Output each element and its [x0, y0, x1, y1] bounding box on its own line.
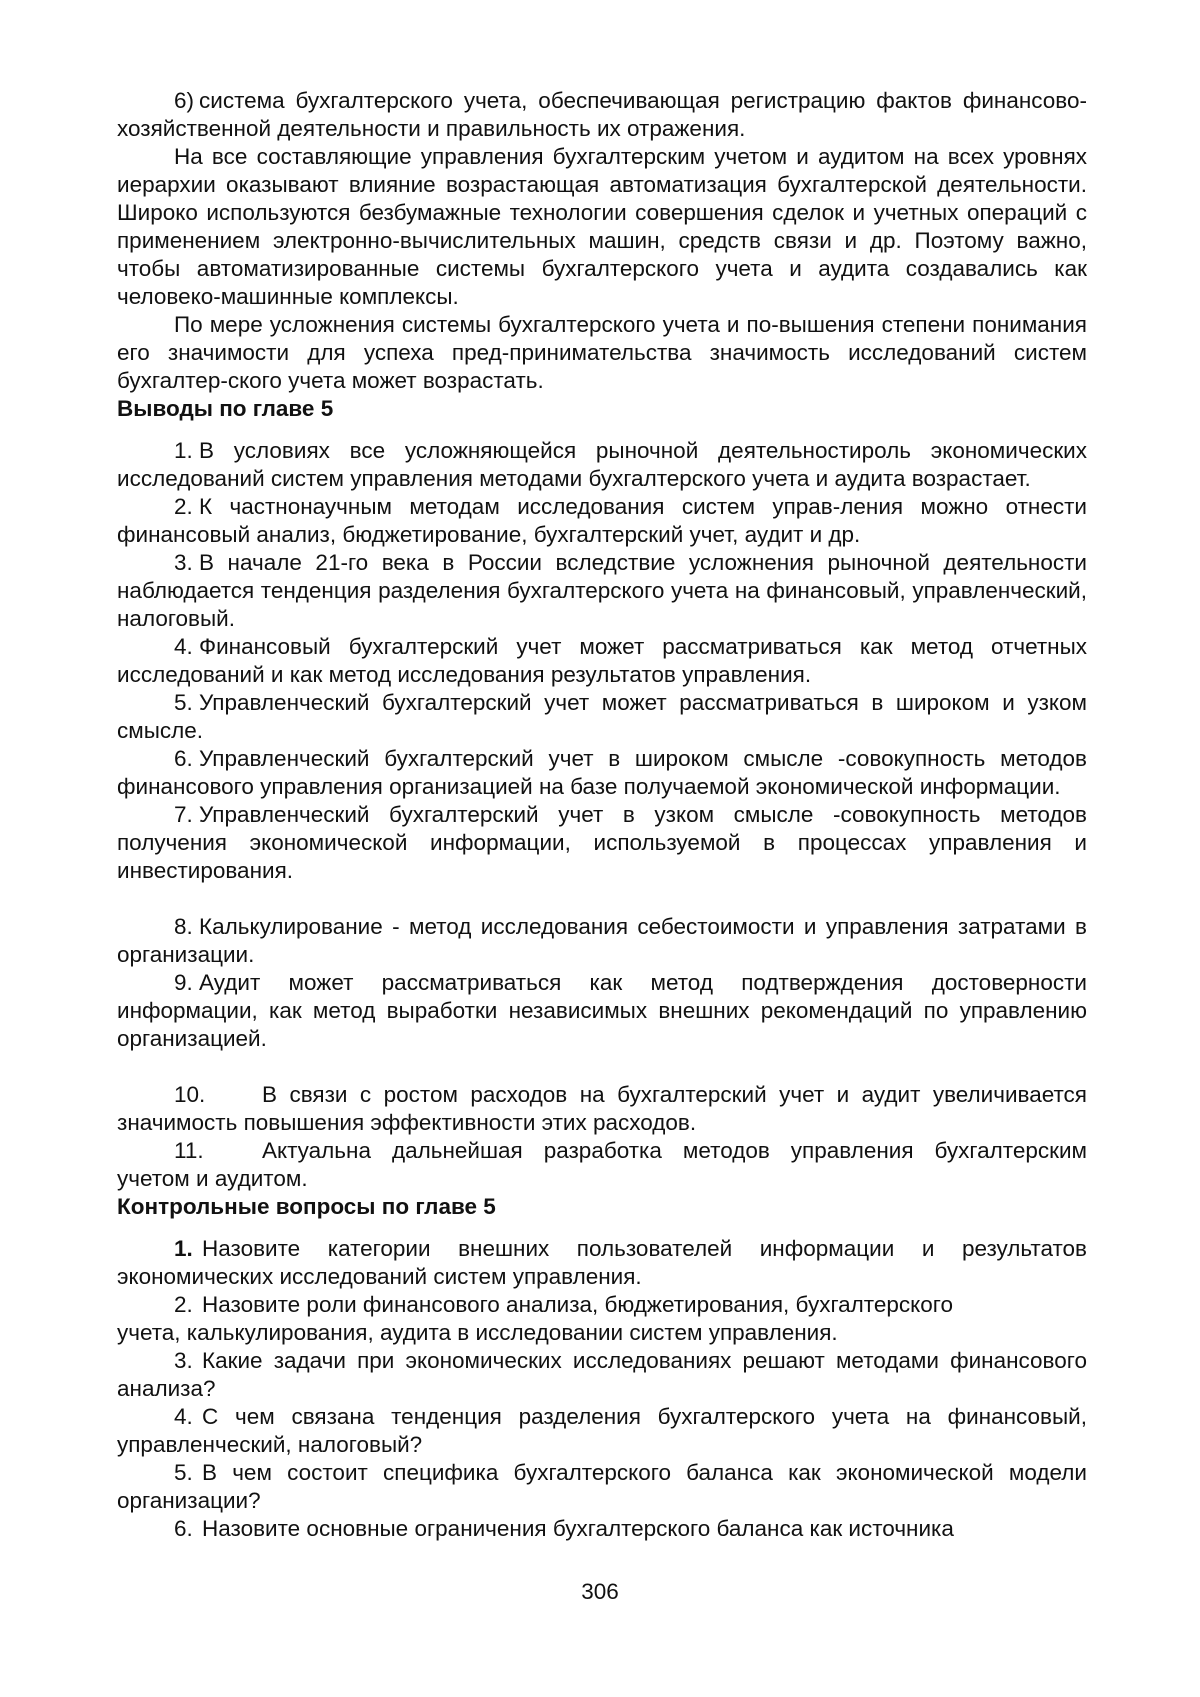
blank-line: [117, 1053, 1087, 1081]
question-number: 5.: [174, 1460, 193, 1485]
question-text: Назовите основные ограничения бухгалтерского баланса как источника: [202, 1516, 954, 1541]
conclusion-item: [117, 1081, 1087, 1137]
list-item-text: В условиях все усложняющейся рыночной деятельностироль экономических исследований систем управления методами бухгалтерского учета и аудита возрастает.: [117, 438, 1087, 491]
list-number: 3.: [174, 550, 193, 575]
conclusion-item: [117, 969, 1087, 1053]
list-item-text: В связи с ростом расходов на бухгалтерский учет и аудит увеличивается значимость повышения эффективности этих расходов.: [117, 1082, 1087, 1135]
list-number: 9.: [174, 970, 193, 995]
question-number: 6.: [174, 1516, 193, 1541]
question-item: [117, 1235, 1087, 1291]
conclusion-item: [117, 437, 1087, 493]
question-item: [117, 1515, 1087, 1543]
list-number: 4.: [174, 634, 193, 659]
paragraph-significance: По мере усложнения системы бухгалтерского учета и по-вышения степени понимания его значимости для успеха пред-принимательства значимость исследований систем бухгалтер-ского учета может возрастать.: [117, 312, 1087, 393]
paragraph-automation: На все составляющие управления бухгалтерским учетом и аудитом на всех уровнях иерархии оказывают влияние возрастающая автоматизация бухгалтерской деятельности. Широко используются безбумажные технологии совершения сделок и учетных операций с применением электронно-вычислительных машин, средств связи и др. Поэтому важно, чтобы автоматизированные системы бухгалтерского учета и аудита создавались как человеко-машинные комплексы.: [117, 144, 1087, 309]
list-number: 11.: [174, 1138, 204, 1163]
conclusion-item: [117, 689, 1087, 745]
list-number: 8.: [174, 914, 193, 939]
blank-line: [117, 885, 1087, 913]
question-text: Какие задачи при экономических исследованиях решают методами финансового анализа?: [117, 1348, 1087, 1401]
list-number: 10.: [174, 1082, 206, 1107]
conclusion-item: [117, 745, 1087, 801]
question-number: 4.: [174, 1404, 193, 1429]
question-text-line-2: учета, калькулирования, аудита в исследовании систем управления.: [117, 1320, 838, 1345]
conclusion-item: [117, 913, 1087, 969]
list-number: 5.: [174, 690, 193, 715]
question-text: Назовите категории внешних пользователей информации и результатов экономических исследований систем управления.: [117, 1236, 1087, 1289]
list-number: 6): [174, 88, 195, 113]
list-item-text: В начале 21-го века в России вследствие усложнения рыночной деятельности наблюдается тенденция разделения бухгалтерского учета на финансовый, управленческий, налоговый.: [117, 550, 1087, 631]
question-text-line-1: Назовите роли финансового анализа, бюджетирования, бухгалтерского: [202, 1292, 953, 1317]
conclusion-item: [117, 493, 1087, 549]
list-item-text: Калькулирование - метод исследования себестоимости и управления затратами в организации.: [117, 914, 1087, 967]
question-number: 1.: [174, 1236, 193, 1261]
question-item: [117, 1291, 1087, 1347]
list-item-text: система бухгалтерского учета, обеспечивающая регистрацию фактов финансово-хозяйственной деятельности и правильность их отражения.: [117, 88, 1087, 141]
page-number: 306: [581, 1579, 619, 1604]
question-text: С чем связана тенденция разделения бухгалтерского учета на финансовый, управленческий, налоговый?: [117, 1404, 1087, 1457]
list-number: 6.: [174, 746, 193, 771]
list-item-text: К частнонаучным методам исследования систем управ-ления можно отнести финансовый анализ, бюджетирование, бухгалтерский учет, аудит и др.: [117, 494, 1087, 547]
question-number: 3.: [174, 1348, 193, 1373]
document-page: [117, 87, 1087, 1543]
list-item-text: Актуальна дальнейшая разработка методов управления бухгалтерским учетом и аудитом.: [117, 1138, 1087, 1191]
list-item-text: Управленческий бухгалтерский учет в широком смысле -совокупность методов финансового управления организацией на базе получаемой экономической информации.: [117, 746, 1087, 799]
list-item-text: Финансовый бухгалтерский учет может рассматриваться как метод отчетных исследований и как метод исследования результатов управления.: [117, 634, 1087, 687]
section-heading-conclusions: Выводы по главе 5: [117, 396, 334, 421]
question-item: [117, 1459, 1087, 1515]
conclusion-item: [117, 633, 1087, 689]
list-number: 2.: [174, 494, 193, 519]
conclusion-item: [117, 1137, 1087, 1193]
section-heading-questions: Контрольные вопросы по главе 5: [117, 1194, 496, 1219]
question-number: 2.: [174, 1292, 193, 1317]
list-number: 7.: [174, 802, 193, 827]
intro-list-item-6: [117, 87, 1087, 143]
question-item: [117, 1403, 1087, 1459]
list-number: 1.: [174, 438, 193, 463]
list-item-text: Аудит может рассматриваться как метод подтверждения достоверности информации, как метод выработки независимых внешних рекомендаций по управлению организацией.: [117, 970, 1087, 1051]
list-item-text: Управленческий бухгалтерский учет может рассматриваться в широком и узком смысле.: [117, 690, 1087, 743]
question-text: В чем состоит специфика бухгалтерского баланса как экономической модели организации?: [117, 1460, 1087, 1513]
conclusion-item: [117, 801, 1087, 885]
list-item-text: Управленческий бухгалтерский учет в узком смысле -совокупность методов получения экономической информации, используемой в процессах управления и инвестирования.: [117, 802, 1087, 883]
question-item: [117, 1347, 1087, 1403]
conclusion-item: [117, 549, 1087, 633]
